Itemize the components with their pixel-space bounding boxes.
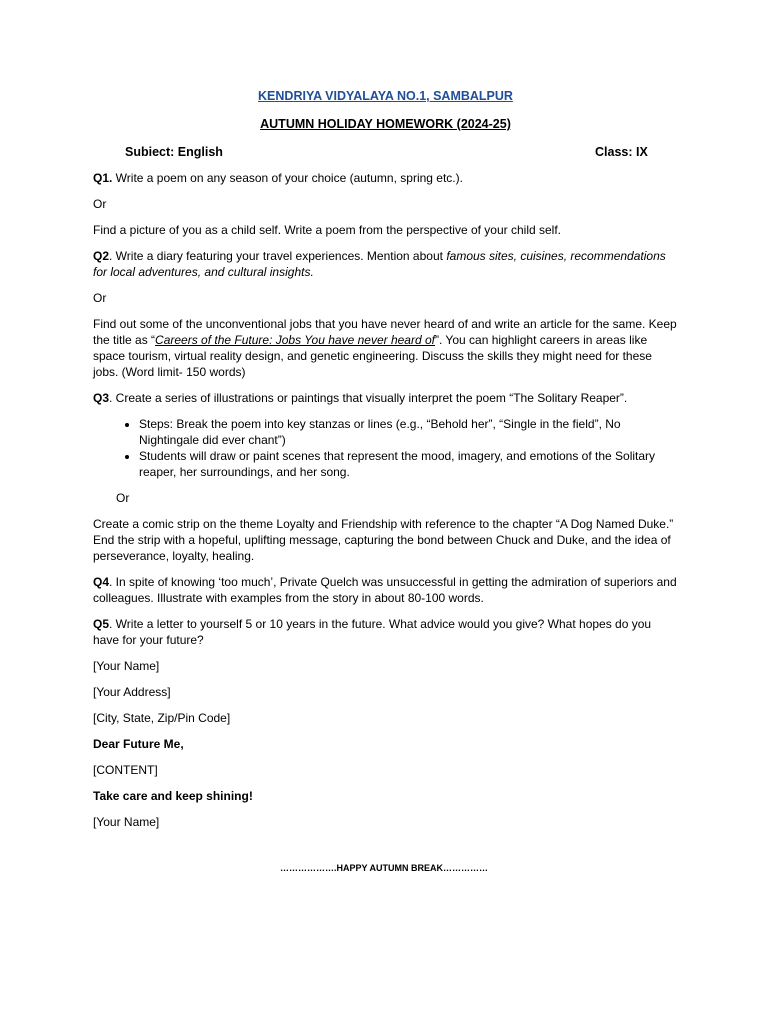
q3-alternative: Create a comic strip on the theme Loyalty and Friendship with reference to the chapter “A Dog Named Duke.” End the strip with a hopeful, uplifting message, capturing the bond between Chuck and Duke, and the idea of perseverance, loyalty, healing. xyxy=(93,517,674,563)
homework-title: AUTUMN HOLIDAY HOMEWORK (2024-25) xyxy=(260,117,511,131)
school-name: KENDRIYA VIDYALAYA NO.1, SAMBALPUR xyxy=(258,89,513,103)
q1-or: Or xyxy=(93,197,107,211)
class-label: Class: IX xyxy=(595,145,648,159)
document-page xyxy=(93,88,678,840)
letter-salutation: Dear Future Me, xyxy=(93,737,184,751)
question-5 xyxy=(93,616,678,648)
q5-text: . Write a letter to yourself 5 or 10 years in the future. What advice would you give? What hopes do you have for your future? xyxy=(93,617,652,647)
q2-text: . Write a diary featuring your travel experiences. Mention about xyxy=(109,249,447,263)
q2-number: Q2 xyxy=(93,249,110,263)
subject-row xyxy=(93,144,678,160)
letter-name-top: [Your Name] xyxy=(93,659,160,673)
q2-alt-title: Careers of the Future: Jobs You have never heard of xyxy=(155,333,435,347)
q3-number: Q3 xyxy=(93,391,110,405)
footer-message: ……………….HAPPY AUTUMN BREAK…………… xyxy=(279,863,488,873)
q1-text: Write a poem on any season of your choice (autumn, spring etc.). xyxy=(112,171,463,185)
q2-or: Or xyxy=(93,291,107,305)
q4-text: . In spite of knowing ‘too much’, Private Quelch was unsuccessful in getting the admiration of superiors and colleagues. Illustrate with examples from the story in about 80-100 words. xyxy=(93,575,677,605)
question-1 xyxy=(93,170,678,186)
q3-text: . Create a series of illustrations or paintings that visually interpret the poem “The Solitary Reaper”. xyxy=(109,391,628,405)
question-2 xyxy=(93,248,678,280)
question-3 xyxy=(93,390,678,406)
letter-closing: Take care and keep shining! xyxy=(93,789,253,803)
letter-name-bottom: [Your Name] xyxy=(93,815,160,829)
q1-number: Q1. xyxy=(93,171,113,185)
letter-content: [CONTENT] xyxy=(93,763,158,777)
letter-address: [Your Address] xyxy=(93,685,171,699)
list-item: • Steps: Break the poem into key stanzas or lines (e.g., “Behold her”, “Single in the field”, No Nightingale did ever chant”) xyxy=(139,416,678,448)
q2-italic-text: famous sites, cuisines, recommendations for local adventures, and cultural insights. xyxy=(93,249,666,279)
q3-bullet-list xyxy=(93,416,678,480)
q2-alt-text-b: ”. You can highlight careers in areas like space tourism, virtual reality design, and genetic engineering. Discuss the skills they might need for these jobs. (Word limit- 150 words) xyxy=(93,333,652,379)
q2-alternative xyxy=(93,316,678,380)
question-4 xyxy=(93,574,678,606)
q4-number: Q4 xyxy=(93,575,110,589)
q5-number: Q5 xyxy=(93,617,110,631)
q1-alternative: Find a picture of you as a child self. Write a poem from the perspective of your child self. xyxy=(93,223,561,237)
letter-city: [City, State, Zip/Pin Code] xyxy=(93,711,231,725)
q3-or: Or xyxy=(116,491,130,505)
subject-label: Subiect: English xyxy=(125,145,223,159)
q2-alt-text-a: Find out some of the unconventional jobs that you have never heard of and write an article for the same. Keep the title as “ xyxy=(93,317,677,347)
list-item: • Students will draw or paint scenes that represent the mood, imagery, and emotions of the Solitary reaper, her surroundings, and her song. xyxy=(139,448,678,480)
